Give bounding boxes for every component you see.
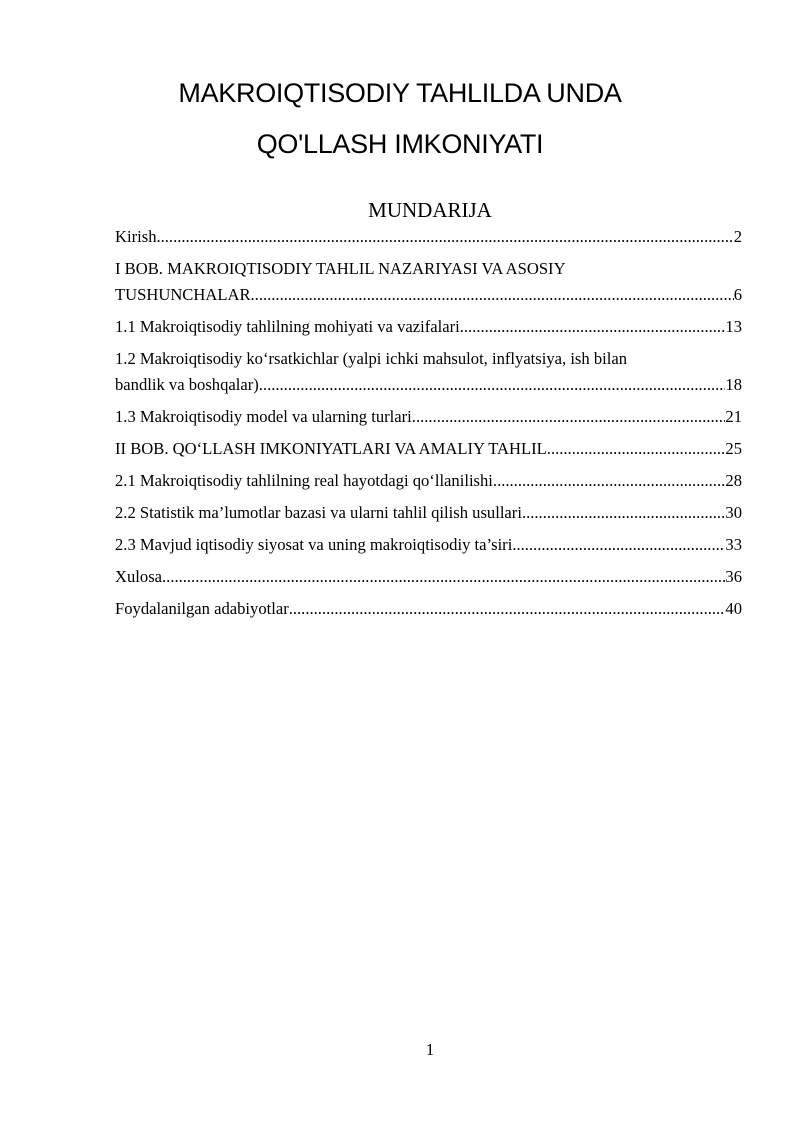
toc-entry-text: 2.1 Makroiqtisodiy tahlilning real hayotdagi qo‘llanilishi xyxy=(115,471,493,490)
toc-leader-dots xyxy=(259,372,726,398)
toc-page-number: 18 xyxy=(725,375,742,394)
toc-leader-dots xyxy=(547,436,726,462)
toc-entry-text: Kirish xyxy=(115,227,157,246)
toc-entry-text: 2.2 Statistik ma’lumotlar bazasi va ularni tahlil qilish usullari xyxy=(115,503,522,522)
toc-entry-text: 1.1 Makroiqtisodiy tahlilning mohiyati va vazifalari xyxy=(115,317,460,336)
toc-leader-dots xyxy=(156,224,733,250)
toc-leader-dots xyxy=(460,314,726,340)
toc-leader-dots xyxy=(162,564,725,590)
toc-page-number: 6 xyxy=(733,285,742,304)
toc-leader-dots xyxy=(512,532,725,558)
toc-entry-chapter-1[interactable] xyxy=(115,256,742,308)
toc-entry-text-line1: 1.2 Makroiqtisodiy ko‘rsatkichlar (yalpi ichki mahsulot, inflyatsiya, ish bilan xyxy=(115,349,628,368)
toc-page-number: 30 xyxy=(725,503,742,522)
toc-page-number: 13 xyxy=(725,317,742,336)
toc-entry-1-1[interactable] xyxy=(115,314,742,340)
toc-entry-text: II BOB. QO‘LLASH IMKONIYATLARI VA AMALIY TAHLIL xyxy=(115,439,547,458)
toc-entry-2-1[interactable] xyxy=(115,468,742,494)
toc-entry-text: bandlik va boshqalar) xyxy=(115,375,259,394)
toc-entry-text: TUSHUNCHALAR xyxy=(115,285,251,304)
document-title-line1: MAKROIQTISODIY TAHLILDA UNDA xyxy=(178,78,622,108)
toc-entry-1-3[interactable] xyxy=(115,404,742,430)
toc-entry-adabiyotlar[interactable] xyxy=(115,596,742,622)
toc-page-number: 25 xyxy=(725,439,742,458)
toc-leader-dots xyxy=(289,596,726,622)
toc-page-number: 36 xyxy=(725,567,742,586)
toc-leader-dots xyxy=(522,500,725,526)
toc-entry-2-3[interactable] xyxy=(115,532,742,558)
toc-entry-kirish[interactable] xyxy=(115,224,742,250)
toc-page-number: 28 xyxy=(725,471,742,490)
toc-page-number: 21 xyxy=(725,407,742,426)
toc-entry-1-2[interactable] xyxy=(115,346,742,398)
toc-entry-text: 1.3 Makroiqtisodiy model va ularning turlari xyxy=(115,407,412,426)
toc-entry-text: 2.3 Mavjud iqtisodiy siyosat va uning makroiqtisodiy ta’siri xyxy=(115,535,513,554)
toc-entry-2-2[interactable] xyxy=(115,500,742,526)
toc-leader-dots xyxy=(412,404,726,430)
toc-heading: MUNDARIJA xyxy=(368,198,492,222)
toc-page-number: 2 xyxy=(733,227,742,246)
toc-entry-text-line1: I BOB. MAKROIQTISODIY TAHLIL NAZARIYASI VA ASOSIY xyxy=(115,259,566,278)
page-number: 1 xyxy=(425,1040,435,1059)
table-of-contents xyxy=(115,224,742,622)
toc-leader-dots xyxy=(493,468,725,494)
toc-page-number: 40 xyxy=(725,599,742,618)
toc-leader-dots xyxy=(251,282,734,308)
toc-entry-chapter-2[interactable] xyxy=(115,436,742,462)
toc-entry-text: Foydalanilgan adabiyotlar xyxy=(115,599,289,618)
toc-page-number: 33 xyxy=(725,535,742,554)
toc-entry-text: Xulosa xyxy=(115,567,163,586)
toc-entry-xulosa[interactable] xyxy=(115,564,742,590)
document-title-line2: QO'LLASH IMKONIYATI xyxy=(256,129,544,159)
